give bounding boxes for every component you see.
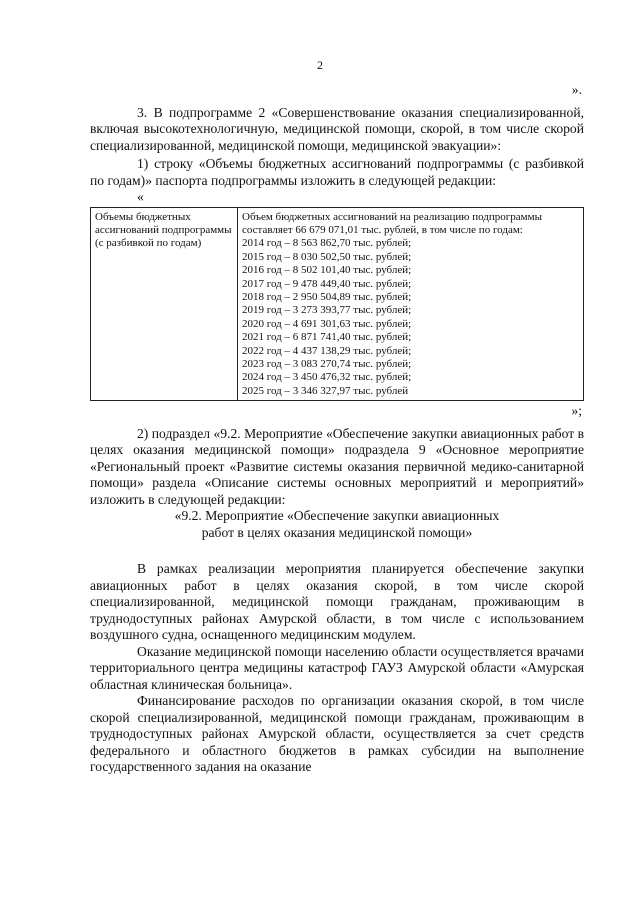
table-label-cell: Объемы бюджетных ассигнований подпрограммы (с разбивкой по годам) — [91, 207, 238, 401]
budget-year-line: 2019 год – 3 273 393,77 тыс. рублей; — [242, 304, 412, 317]
budget-year-line: 2024 год – 3 450 476,32 тыс. рублей; — [242, 371, 412, 384]
budget-year-line: 2023 год – 3 083 270,74 тыс. рублей; — [242, 357, 412, 370]
subitem-1-paragraph: 1) строку «Объемы бюджетных ассигнований подпрограммы (с разбивкой по годам)» паспорта подпрограммы изложить в следующей редакции: — [90, 156, 584, 188]
body-paragraph-1: В рамках реализации мероприятия планируется обеспечение закупки авиационных работ в целях оказания скорой, в том числе скорой специализированной, медицинской помощи гражданам, проживающим в труднодоступных районах Амурской области, в том числе с использованием воздушного судна, оснащенного медицинским модулем. — [90, 561, 584, 643]
table-value-cell — [238, 207, 584, 401]
document-body — [90, 82, 584, 776]
budget-year-line: 2018 год – 2 950 504,89 тыс. рублей; — [242, 290, 412, 303]
table-closing-quote: »; — [571, 403, 582, 419]
page-number: 2 — [317, 58, 323, 72]
body-paragraph-3: Финансирование расходов по организации оказания скорой, в том числе скорой специализированной, медицинской помощи гражданам, проживающим в труднодоступных районах Амурской области, осуществляется за счет средств федерального и областного бюджетов в рамках субсидии на выполнение государственного задания на оказание — [90, 693, 584, 775]
body-paragraph-2: Оказание медицинской помощи населению области осуществляется врачами территориального центра медицины катастроф ГАУЗ Амурской области «Амурская областная клиническая больница». — [90, 643, 584, 692]
section-heading-line-2: работ в целях оказания медицинской помощи» — [201, 524, 473, 540]
table-row — [91, 207, 584, 401]
table-opening-quote: « — [137, 189, 144, 204]
budget-year-line: 2020 год – 4 691 301,63 тыс. рублей; — [242, 317, 412, 330]
spacer — [90, 541, 584, 561]
subitem-2-paragraph: 2) подраздел «9.2. Мероприятие «Обеспечение закупки авиационных работ в целях оказания медицинской помощи» подраздела 9 «Основное мероприятие «Региональный проект «Развитие системы оказания первичной медико-санитарной помощи» раздела «Описание системы основных мероприятий и мероприятий» изложить в следующей редакции: — [90, 425, 584, 507]
section-heading-line-1: «9.2. Мероприятие «Обеспечение закупки авиационных — [174, 508, 500, 524]
budget-year-line: 2017 год – 9 478 449,40 тыс. рублей; — [242, 277, 412, 290]
closing-quote-top: ». — [571, 82, 582, 97]
budget-intro: Объем бюджетных ассигнований на реализацию подпрограммы составляет 66 679 071,01 тыс. рублей, в том числе по годам: — [242, 210, 542, 236]
budget-year-line: 2022 год – 4 437 138,29 тыс. рублей; — [242, 344, 412, 357]
budget-year-line: 2015 год – 8 030 502,50 тыс. рублей; — [242, 250, 412, 263]
budget-year-line: 2016 год – 8 502 101,40 тыс. рублей; — [242, 264, 412, 277]
item-3-paragraph: 3. В подпрограмме 2 «Совершенствование оказания специализированной, включая высокотехнологичную, медицинской помощи, скорой, в том числе скорой специализированной, медицинской помощи, медицинской эвакуации»: — [90, 104, 584, 153]
budget-year-line: 2025 год – 3 346 327,97 тыс. рублей — [242, 384, 409, 397]
budget-allocation-table — [90, 207, 584, 402]
budget-year-line: 2021 год – 6 871 741,40 тыс. рублей; — [242, 331, 412, 344]
budget-year-line: 2014 год – 8 563 862,70 тыс. рублей; — [242, 237, 412, 250]
